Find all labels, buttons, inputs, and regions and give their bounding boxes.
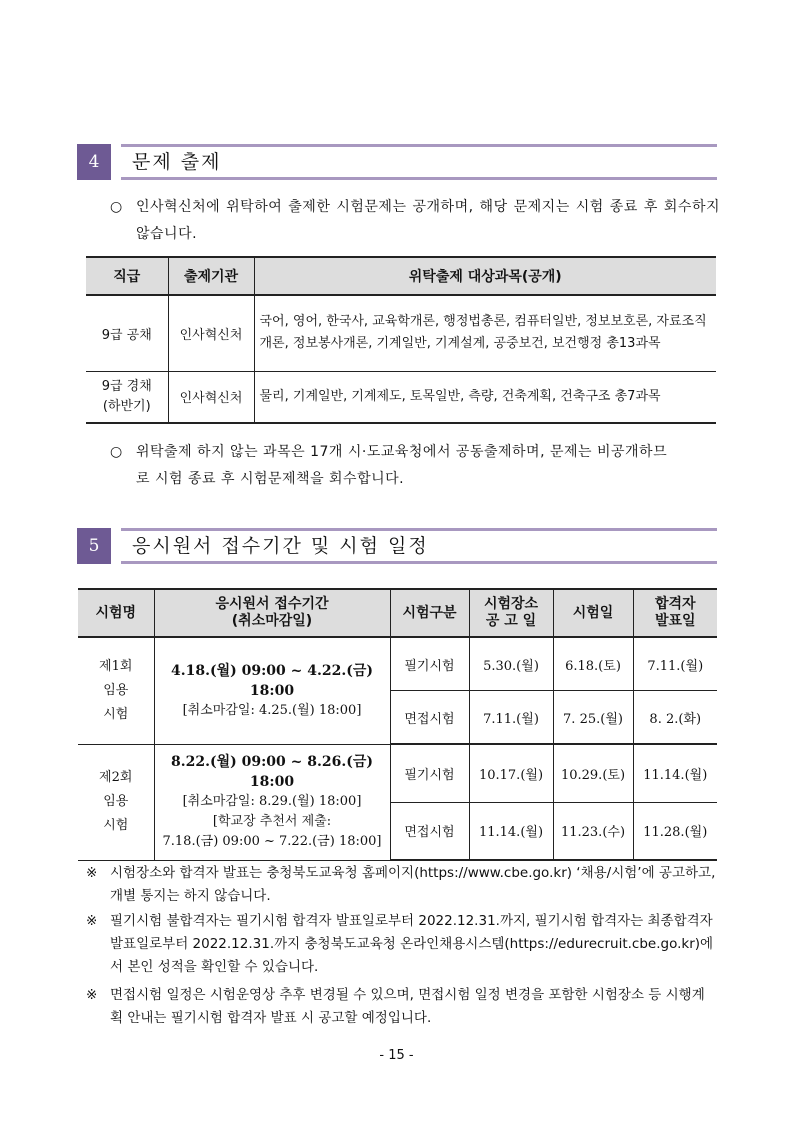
subjects-cell: 물리, 기계일반, 기계제도, 토목일반, 측량, 건축계획, 건축구조 총7과목 (254, 371, 716, 423)
period-note: [취소마감일: 8.29.(월) 18:00] (182, 794, 362, 809)
exam-name-cell (78, 637, 154, 744)
subjects-cell: 국어, 영어, 한국사, 교육학개론, 행정법총론, 컴퓨터일반, 정보보호론, 자료조직개론, 정보봉사개론, 기계일반, 기계설계, 공중보건, 보건행정 총13과목 (254, 295, 716, 371)
col-header-subjects: 위탁출제 대상과목(공개) (254, 257, 716, 295)
intro-text: 인사혁신처에 위탁하여 출제한 시험문제는 공개하며, 해당 문제지는 시험 종료 후 회수하지 않습니다. (136, 199, 720, 242)
section-4-header (77, 144, 717, 180)
col-header-org: 출제기관 (168, 257, 254, 295)
note-text: 면접시험 일정은 시험운영상 추후 변경될 수 있으며, 면접시험 일정 변경을 포함한 시험장소 등 시행계획 안내는 필기시험 합격자 발표 시 공고할 예정입니다. (110, 987, 705, 1026)
table-header-row (86, 257, 716, 295)
page-number: - 15 - (379, 1048, 414, 1063)
exam-name-line: 제1회 (99, 658, 133, 674)
col-header-exam-name: 시험명 (78, 589, 154, 637)
period-header-line: 응시원서 접수기간 (215, 596, 329, 612)
note-mark: ※ (86, 987, 98, 1003)
bullet: ○ (110, 199, 123, 215)
exam-name-line: 시험 (103, 818, 129, 833)
table-row (78, 637, 717, 691)
exam-name-line: 임용 (103, 682, 129, 698)
result-date-cell: 7.11.(월) (633, 637, 717, 691)
result-date-cell: 8. 2.(화) (633, 691, 717, 745)
venue-date-cell: 10.17.(월) (469, 744, 553, 802)
note-text: 필기시험 불합격자는 필기시험 합격자 발표일로부터 2022.12.31.까지, 필기시험 합격자는 최종합격자 발표일로부터 2022.12.31.까지 충청북도교육청 온라인채용시스템(https://edurecruit.cbe.go.kr)에서 본인 성적을 확인할 수 있습니다. (110, 913, 714, 975)
col-header-result (633, 589, 717, 637)
exam-name-line: 시험 (103, 706, 129, 722)
exam-name-line: 제2회 (99, 770, 133, 785)
note-item (86, 984, 716, 1030)
result-date-cell: 11.14.(월) (633, 744, 717, 802)
exam-type-cell: 필기시험 (390, 637, 469, 691)
exam-type-cell: 면접시험 (390, 691, 469, 745)
result-header-line: 발표일 (654, 613, 696, 629)
note-mark: ※ (86, 865, 98, 881)
col-header-type: 시험구분 (390, 589, 469, 637)
exam-type-cell: 필기시험 (390, 744, 469, 802)
grade-cell: 9급 경채 (하반기) (86, 371, 168, 423)
period-note: [취소마감일: 4.25.(월) 18:00] (182, 702, 362, 718)
note-mark: ※ (86, 913, 98, 929)
outsourced-subjects-table (86, 256, 716, 424)
period-note: 7.18.(금) 09:00 ~ 7.22.(금) 18:00] (162, 834, 382, 849)
section-number: 5 (77, 528, 111, 564)
exam-type-cell: 면접시험 (390, 802, 469, 860)
section-5-header (77, 528, 717, 564)
col-header-grade: 직급 (86, 257, 168, 295)
note-text: 시험장소와 합격자 발표는 충청북도교육청 홈페이지(https://www.cbe.go.kr) ‘채용/시험’에 공고하고, 개별 통지는 하지 않습니다. (110, 865, 716, 904)
venue-header-line: 시험장소 (483, 596, 539, 612)
venue-date-cell: 7.11.(월) (469, 691, 553, 745)
period-cell (154, 744, 390, 860)
org-cell: 인사혁신처 (168, 371, 254, 423)
venue-date-cell: 5.30.(월) (469, 637, 553, 691)
period-main: 8.22.(월) 09:00 ~ 8.26.(금) 18:00 (171, 754, 373, 790)
bullet: ○ (110, 444, 123, 460)
section-title: 응시원서 접수기간 및 시험 일정 (132, 535, 429, 557)
period-main: 4.18.(월) 09:00 ~ 4.22.(금) 18:00 (171, 662, 373, 699)
exam-name-line: 임용 (103, 794, 129, 809)
note-item (86, 862, 716, 908)
outro-text: 위탁출제 하지 않는 과목은 17개 시·도교육청에서 공동출제하며, 문제는 비공개하므로 시험 종료 후 시험문제책을 회수합니다. (136, 444, 668, 487)
table-header-row (78, 589, 717, 637)
period-header-line: (취소마감일) (231, 613, 313, 629)
exam-date-cell: 7. 25.(월) (553, 691, 633, 745)
table-row (86, 371, 716, 423)
exam-name-cell (78, 744, 154, 860)
col-header-venue (469, 589, 553, 637)
exam-date-cell: 11.23.(수) (553, 802, 633, 860)
table-row (86, 295, 716, 371)
result-header-line: 합격자 (654, 596, 696, 612)
venue-date-cell: 11.14.(월) (469, 802, 553, 860)
note-item (86, 910, 716, 979)
section-title: 문제 출제 (132, 151, 222, 173)
exam-date-cell: 10.29.(토) (553, 744, 633, 802)
period-note: [학교장 추천서 제출: (212, 814, 332, 829)
table-row (78, 744, 717, 802)
venue-header-line: 공 고 일 (485, 613, 537, 629)
period-cell (154, 637, 390, 744)
col-header-date: 시험일 (553, 589, 633, 637)
section-4-intro (110, 194, 720, 248)
col-header-period (154, 589, 390, 637)
org-cell: 인사혁신처 (168, 295, 254, 371)
exam-schedule-table (78, 588, 717, 861)
grade-cell: 9급 공채 (86, 295, 168, 371)
exam-date-cell: 6.18.(토) (553, 637, 633, 691)
section-number: 4 (77, 144, 111, 180)
section-4-outro (110, 439, 670, 493)
result-date-cell: 11.28.(월) (633, 802, 717, 860)
